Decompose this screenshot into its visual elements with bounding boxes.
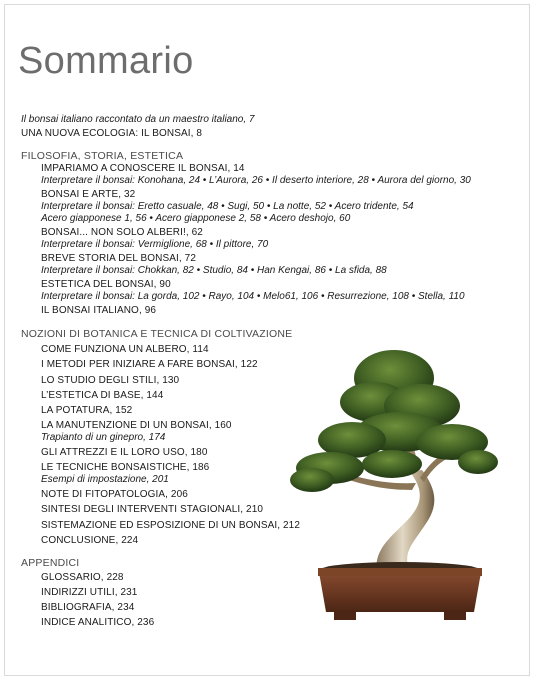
bonsai-pot xyxy=(318,562,482,620)
toc-subentry: Acero giapponese 1, 56 • Acero giapponese 2, 58 • Acero deshojo, 60 xyxy=(41,213,351,224)
toc-subentry: Interpretare il bonsai: Vermiglione, 68 • Il pittore, 70 xyxy=(41,239,269,250)
toc-entry: L’ESTETICA DI BASE, 144 xyxy=(41,390,164,401)
toc-subentry: Esempi di impostazione, 201 xyxy=(41,474,169,485)
toc-subentry: Interpretare il bonsai: Eretto casuale, 48 • Sugi, 50 • La notte, 52 • Acero tridente, 54 xyxy=(41,201,414,212)
toc-entry: GLOSSARIO, 228 xyxy=(41,572,124,583)
bonsai-tree-image xyxy=(282,340,502,632)
toc-entry: COME FUNZIONA UN ALBERO, 114 xyxy=(41,344,209,355)
toc-intro-new-ecology: UNA NUOVA ECOLOGIA: IL BONSAI, 8 xyxy=(21,128,203,139)
toc-entry: NOTE DI FITOPATOLOGIA, 206 xyxy=(41,489,188,500)
section-heading-appendices: APPENDICI xyxy=(21,557,80,569)
toc-entry: BONSAI... NON SOLO ALBERI!, 62 xyxy=(41,227,203,238)
toc-entry: LE TECNICHE BONSAISTICHE, 186 xyxy=(41,462,210,473)
toc-entry: IL BONSAI ITALIANO, 96 xyxy=(41,305,157,316)
toc-subentry: Interpretare il bonsai: Chokkan, 82 • Studio, 84 • Han Kengai, 86 • La sfida, 88 xyxy=(41,265,387,276)
toc-entry: BONSAI E ARTE, 32 xyxy=(41,189,136,200)
toc-subentry: Interpretare il bonsai: La gorda, 102 • Rayo, 104 • Melo61, 106 • Resurrezione, 108 • Stella, 110 xyxy=(41,291,465,302)
toc-entry: INDIRIZZI UTILI, 231 xyxy=(41,587,138,598)
bonsai-foliage xyxy=(290,350,498,492)
toc-subentry: Trapianto di un ginepro, 174 xyxy=(41,432,166,443)
toc-entry: LA POTATURA, 152 xyxy=(41,405,133,416)
toc-intro-italian-bonsai: Il bonsai italiano raccontato da un maestro italiano, 7 xyxy=(21,114,255,125)
toc-subentry: Interpretare il bonsai: Konohana, 24 • L’Aurora, 26 • Il deserto interiore, 28 • Aurora del giorno, 30 xyxy=(41,175,471,186)
toc-entry: BIBLIOGRAFIA, 234 xyxy=(41,602,135,613)
toc-entry: BREVE STORIA DEL BONSAI, 72 xyxy=(41,253,196,264)
toc-entry: ESTETICA DEL BONSAI, 90 xyxy=(41,279,171,290)
toc-entry: IMPARIAMO A CONOSCERE IL BONSAI, 14 xyxy=(41,163,245,174)
toc-entry: SISTEMAZIONE ED ESPOSIZIONE DI UN BONSAI, 212 xyxy=(41,520,301,531)
section-heading-botany: NOZIONI DI BOTANICA E TECNICA DI COLTIVAZIONE xyxy=(21,328,293,340)
toc-entry: SINTESI DEGLI INTERVENTI STAGIONALI, 210 xyxy=(41,504,264,515)
toc-entry: CONCLUSIONE, 224 xyxy=(41,535,139,546)
section-heading-philosophy: FILOSOFIA, STORIA, ESTETICA xyxy=(21,150,184,162)
page-title: Sommario xyxy=(18,40,194,82)
toc-entry: LO STUDIO DEGLI STILI, 130 xyxy=(41,375,180,386)
toc-entry: I METODI PER INIZIARE A FARE BONSAI, 122 xyxy=(41,359,258,370)
toc-entry: INDICE ANALITICO, 236 xyxy=(41,617,155,628)
toc-entry: LA MANUTENZIONE DI UN BONSAI, 160 xyxy=(41,420,232,431)
toc-entry: GLI ATTREZZI E IL LORO USO, 180 xyxy=(41,447,208,458)
